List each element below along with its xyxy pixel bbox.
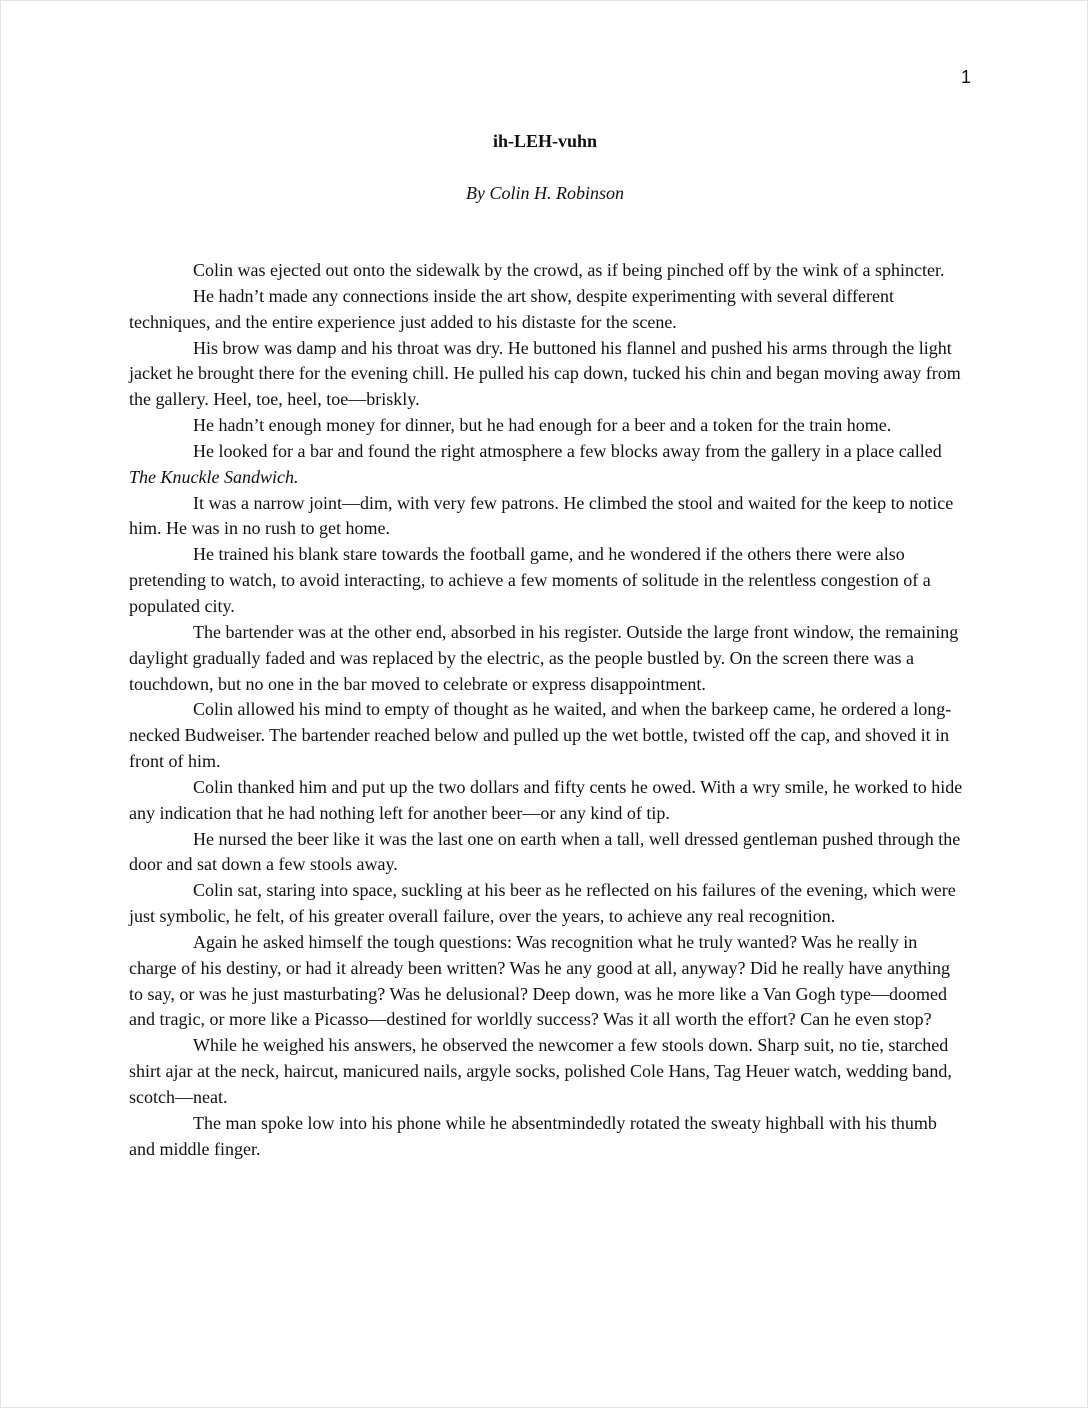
bar-name: The Knuckle Sandwich. xyxy=(129,466,299,487)
paragraph: It was a narrow joint—dim, with very few patrons. He climbed the stool and waited for the keep to notice him. He was in no rush to get home. xyxy=(129,492,954,539)
paragraph: His brow was damp and his throat was dry. He buttoned his flannel and pushed his arms through the light jacket he brought there for the evening chill. He pulled his cap down, tucked his chin and began moving away from the gallery. Heel, toe, heel, toe—briskly. xyxy=(129,337,961,410)
paragraph: He hadn’t enough money for dinner, but he had enough for a beer and a token for the train home. xyxy=(193,415,892,436)
paragraph: Colin sat, staring into space, suckling at his beer as he reflected on his failures of the evening, which were just symbolic, he felt, of his greater overall failure, over the years, to achieve any real recognition. xyxy=(129,880,956,927)
page-number: 1 xyxy=(960,67,971,87)
paragraph: The bartender was at the other end, absorbed in his register. Outside the large front window, the remaining daylight gradually faded and was replaced by the electric, as the people bustled by. On the screen there was a touchdown, but no one in the bar moved to celebrate or express disappointment. xyxy=(129,621,959,694)
paragraph: Colin allowed his mind to empty of thought as he waited, and when the barkeep came, he ordered a long-necked Budweiser. The bartender reached below and pulled up the wet bottle, twisted off the cap, and shoved it in front of him. xyxy=(129,699,952,772)
paragraph xyxy=(129,439,965,491)
paragraph: Colin thanked him and put up the two dollars and fifty cents he owed. With a wry smile, he worked to hide any indication that he had nothing left for another beer—or any kind of tip. xyxy=(129,776,963,823)
paragraph: While he weighed his answers, he observed the newcomer a few stools down. Sharp suit, no tie, starched shirt ajar at the neck, haircut, manicured nails, argyle socks, polished Cole Hans, Tag Heuer watch, wedding band, scotch—neat. xyxy=(129,1035,952,1107)
story-body xyxy=(129,258,965,1163)
author-byline: By Colin H. Robinson xyxy=(466,183,624,203)
paragraph: Again he asked himself the tough questions: Was recognition what he truly wanted? Was he really in charge of his destiny, or had it already been written? Was he any good at all, anyway? Did he really have anything to say, or was he just masturbating? Was he delusional? Deep down, was he more like a Van Gogh type—doomed and tragic, or more like a Picasso—destined for worldly success? Was it all worth the effort? Can he even stop? xyxy=(129,931,950,1030)
paragraph: He hadn’t made any connections inside the art show, despite experimenting with several different techniques, and the entire experience just added to his distaste for the scene. xyxy=(129,285,894,332)
paragraph: Colin was ejected out onto the sidewalk by the crowd, as if being pinched off by the wink of a sphincter. xyxy=(193,260,945,280)
paragraph-text: He looked for a bar and found the right atmosphere a few blocks away from the gallery in a place called xyxy=(193,440,942,461)
paragraph: The man spoke low into his phone while he absentmindedly rotated the sweaty highball with his thumb and middle finger. xyxy=(129,1112,937,1159)
story-title: ih-LEH-vuhn xyxy=(492,131,598,151)
paragraph: He nursed the beer like it was the last one on earth when a tall, well dressed gentleman pushed through the door and sat down a few stools away. xyxy=(129,828,961,875)
paragraph: He trained his blank stare towards the football game, and he wondered if the others there were also pretending to watch, to avoid interacting, to achieve a few moments of solitude in the relentless congestion of a populated city. xyxy=(129,544,931,616)
